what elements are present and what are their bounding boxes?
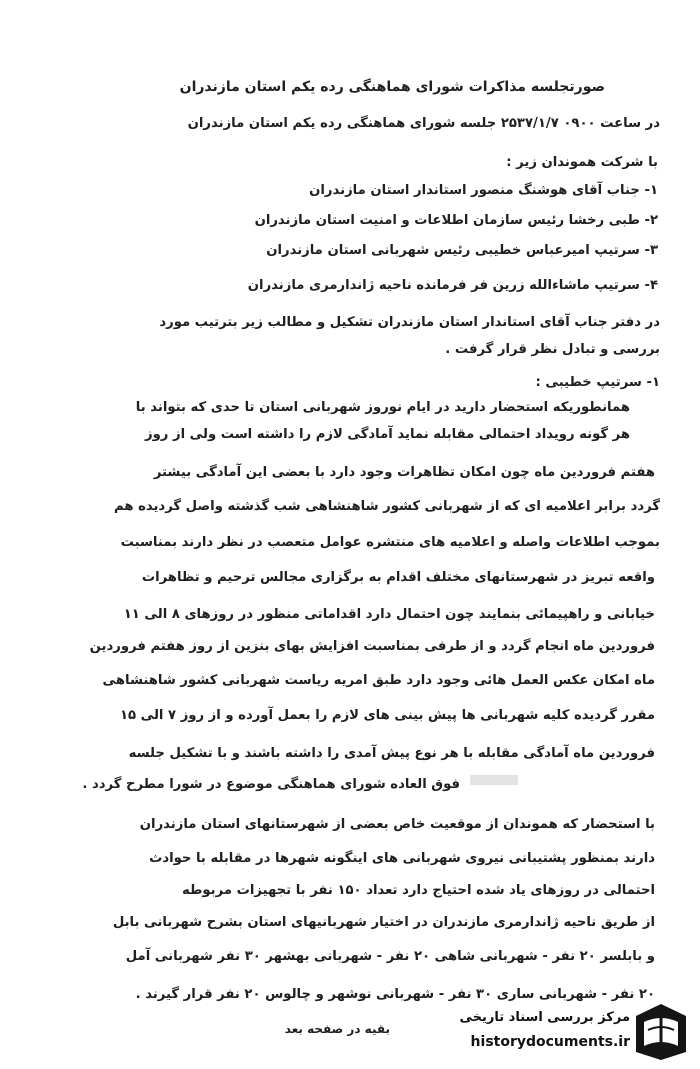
participant-item: ۳- سرتیپ امیرعباس خطیبی رئیس شهربانی استان مازندران [266,243,658,258]
document-title: صورتجلسه مذاکرات شورای هماهنگی رده یکم استان مازندران [179,79,605,95]
document-line: فروردین ماه انجام گردد و از طرفی بمناسبت افزایش بهای بنزین از روز هفتم فروردین [89,639,655,654]
document-line: دارند بمنظور پشتیبانی نیروی شهربانی های اینگونه شهرها در مقابله با حوادث [149,851,655,866]
document-line: و بابلسر ۲۰ نفر - شهربانی شاهی ۲۰ نفر - شهربانی بهشهر ۳۰ نفر شهربانی آمل [125,949,655,964]
participant-item: ۱- جناب آقای هوشنگ منصور استاندار استان مازندران [309,183,658,198]
document-line: در ساعت ۰۹۰۰ ۲۵۳۷/۱/۷ جلسه شورای هماهنگی رده یکم استان مازندران [187,116,660,131]
document-line: بموجب اطلاعات واصله و اعلامیه های منتشره عوامل متعصب در نظر دارند بمناسبت [120,535,660,550]
document-line: فوق العاده شورای هماهنگی موضوع در شورا مطرح گردد . [82,777,460,792]
document-line: در دفتر جناب آقای استاندار استان مازندران تشکیل و مطالب زیر بترتیب مورد [159,315,660,330]
document-line: واقعه تبریز در شهرستانهای مختلف اقدام به برگزاری مجالس ترحیم و تظاهرات [141,570,655,585]
document-line: همانطوریکه استحضار دارید در ایام نوروز شهربانی استان تا حدی که بتواند با [135,400,630,415]
speaker-heading: ۱- سرتیپ خطیبی : [535,375,660,390]
participant-item: ۲- طبی رخشا رئیس سازمان اطلاعات و امنیت استان مازندران [254,213,658,228]
participant-item: ۴- سرتیپ ماشاءالله زرین فر فرمانده ناحیه ژاندارمری مازندران [247,278,658,293]
document-line: فروردین ماه آمادگی مقابله با هر نوع پیش آمدی را داشته باشند و با تشکیل جلسه [128,746,655,761]
document-line: بررسی و تبادل نظر قرار گرفت . [445,342,660,357]
continued-note: بقیه در صفحه بعد [284,1022,390,1036]
document-line: مقرر گردیده کلیه شهربانی ها پیش بینی های لازم را بعمل آورده و از روز ۷ الی ۱۵ [119,708,655,723]
document-line: از طریق ناحیه ژاندارمری مازندران در اختیار شهربانیهای استان بشرح شهربانی بابل [112,915,655,930]
book-logo-icon [632,1000,690,1062]
document-line: هر گونه رویداد احتمالی مقابله نماید آمادگی لازم را داشته است ولی از روز [145,427,630,442]
document-line: با شرکت هموندان زیر : [506,155,658,170]
document-line: با استحضار که هموندان از موقعیت خاص بعضی از شهرستانهای استان مازندران [139,817,655,832]
document-line: ماه امکان عکس العمل هائی وجود دارد طبق امریه ریاست شهربانی کشور شاهنشاهی [102,673,655,688]
scan-smudge [470,773,518,787]
document-line: گردد برابر اعلامیه ای که از شهربانی کشور شاهنشاهی شب گذشته واصل گردیده هم [114,499,660,514]
document-line: هفتم فروردین ماه چون امکان تظاهرات وجود دارد با بعضی این آمادگی بیشتر [153,465,655,480]
watermark-url[interactable]: historydocuments.ir [470,1034,630,1050]
document-line: ۲۰ نفر - شهربانی ساری ۳۰ نفر - شهربانی نوشهر و چالوس ۲۰ نفر قرار گیرند . [135,987,655,1002]
watermark-brand: مرکز بررسی اسناد تاریخی [459,1010,630,1025]
document-line: خیابانی و راهپیمائی بنمایند چون احتمال دارد اقداماتی منظور در روزهای ۸ الی ۱۱ [123,607,655,622]
document-line: احتمالی در روزهای یاد شده احتیاج دارد تعداد ۱۵۰ نفر با تجهیزات مربوطه [182,883,655,898]
